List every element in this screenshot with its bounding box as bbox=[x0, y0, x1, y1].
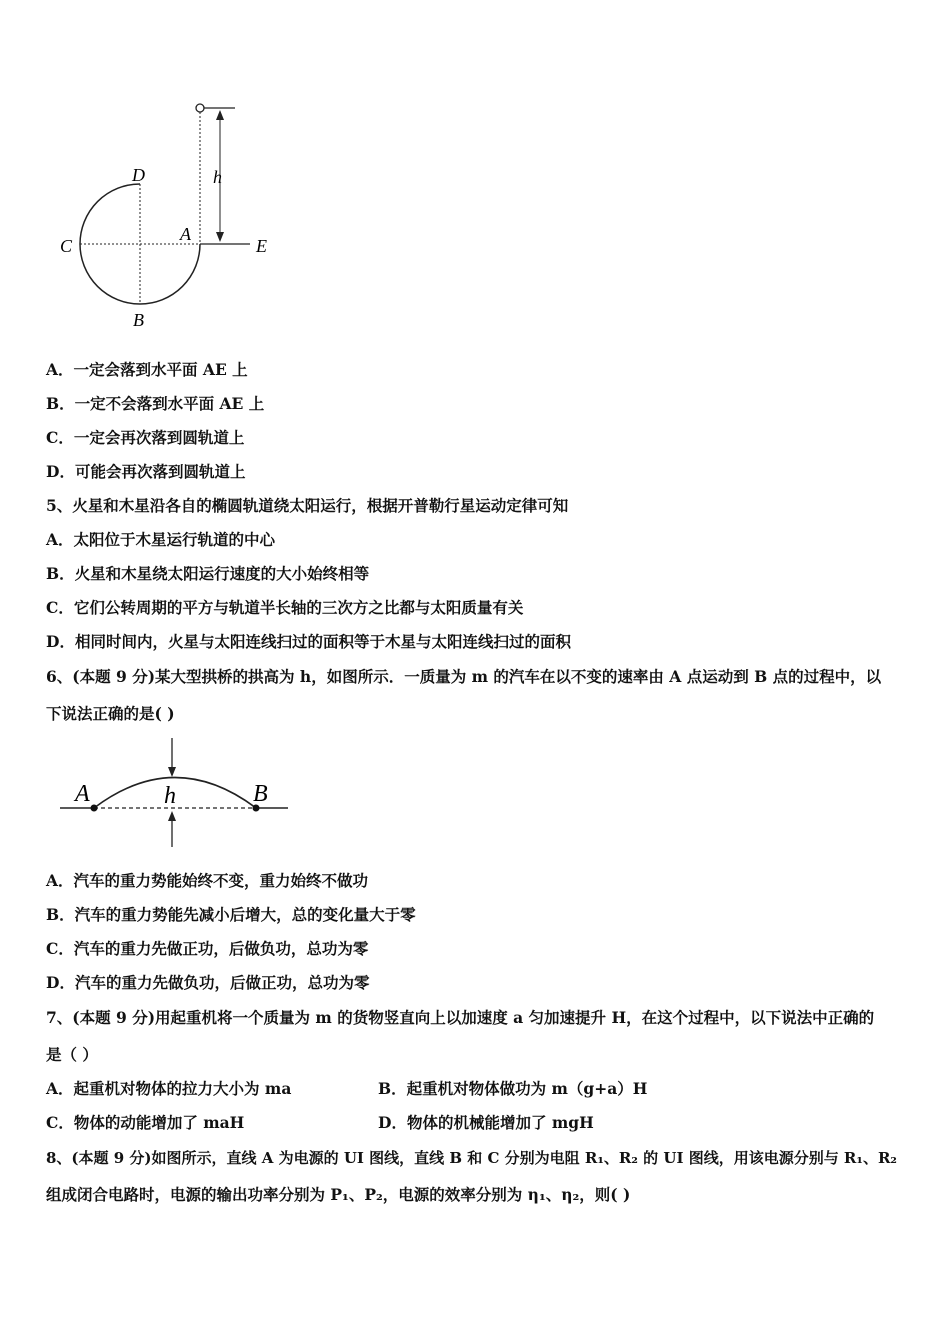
label-e: E bbox=[256, 236, 267, 256]
q7-option-d: D．物体的机械能增加了 mgH bbox=[378, 1113, 594, 1132]
label-h: h bbox=[213, 167, 222, 187]
q7-stem-line2: 是（ ） bbox=[46, 1045, 98, 1064]
arrow-down-head bbox=[216, 232, 224, 242]
point-a-dot bbox=[91, 805, 98, 812]
q6-stem-line2: 下说法正确的是( ) bbox=[46, 704, 175, 723]
arrow-up-head bbox=[216, 110, 224, 120]
q6-option-d: D．汽车的重力先做负功，后做正功，总功为零 bbox=[46, 973, 370, 992]
q6-stem-line1: 6、(本题 9 分)某大型拱桥的拱高为 h，如图所示．一质量为 m 的汽车在以不变的速率由 A 点运动到 B 点的过程中，以 bbox=[46, 667, 882, 686]
q6-option-c: C．汽车的重力先做正功，后做负功，总功为零 bbox=[46, 939, 369, 958]
label-h: h bbox=[164, 783, 176, 809]
q7-stem-line1: 7、(本题 9 分)用起重机将一个质量为 m 的货物竖直向上以加速度 a 匀加速提升 H，在这个过程中，以下说法中正确的 bbox=[46, 1008, 875, 1027]
label-d: D bbox=[132, 165, 145, 185]
q7-option-a: A．起重机对物体的拉力大小为 ma bbox=[46, 1079, 292, 1098]
q5-option-b: B．火星和木星绕太阳运行速度的大小始终相等 bbox=[46, 564, 370, 583]
q5-option-a: A．太阳位于木星运行轨道的中心 bbox=[46, 530, 276, 549]
q4-option-c: C．一定会再次落到圆轨道上 bbox=[46, 428, 245, 447]
q5-option-c: C．它们公转周期的平方与轨道半长轴的三次方之比都与太阳质量有关 bbox=[46, 598, 524, 617]
label-b: B bbox=[133, 310, 144, 330]
q7-option-b: B．起重机对物体做功为 m（g+a）H bbox=[378, 1079, 648, 1098]
q6-option-b: B．汽车的重力势能先减小后增大，总的变化量大于零 bbox=[46, 905, 416, 924]
q8-stem-line2: 组成闭合电路时，电源的输出功率分别为 P₁、P₂，电源的效率分别为 η₁、η₂，则( ) bbox=[46, 1185, 631, 1204]
arrow-bottom-head bbox=[168, 811, 176, 821]
q5-stem: 5、火星和木星沿各自的椭圆轨道绕太阳运行，根据开普勒行星运动定律可知 bbox=[46, 496, 569, 515]
q7-option-c: C．物体的动能增加了 maH bbox=[46, 1113, 245, 1132]
q4-option-a: A．一定会落到水平面 AE 上 bbox=[46, 360, 248, 379]
q4-option-b: B．一定不会落到水平面 AE 上 bbox=[46, 394, 265, 413]
q6-option-a: A．汽车的重力势能始终不变，重力始终不做功 bbox=[46, 871, 369, 890]
circular-track-figure bbox=[50, 95, 290, 340]
ball bbox=[196, 104, 204, 112]
q4-option-d: D．可能会再次落到圆轨道上 bbox=[46, 462, 246, 481]
q5-option-d: D．相同时间内，火星与太阳连线扫过的面积等于木星与太阳连线扫过的面积 bbox=[46, 632, 571, 651]
arrow-top-head bbox=[168, 767, 176, 777]
label-a: A bbox=[75, 781, 90, 807]
label-b: B bbox=[253, 781, 268, 807]
arch-bridge-figure bbox=[55, 735, 295, 850]
q8-stem-line1: 8、(本题 9 分)如图所示，直线 A 为电源的 UI 图线，直线 B 和 C 分别为电阻 R₁、R₂ 的 UI 图线，用该电源分别与 R₁、R₂ bbox=[46, 1149, 897, 1167]
label-a: A bbox=[180, 224, 191, 244]
label-c: C bbox=[60, 236, 73, 256]
